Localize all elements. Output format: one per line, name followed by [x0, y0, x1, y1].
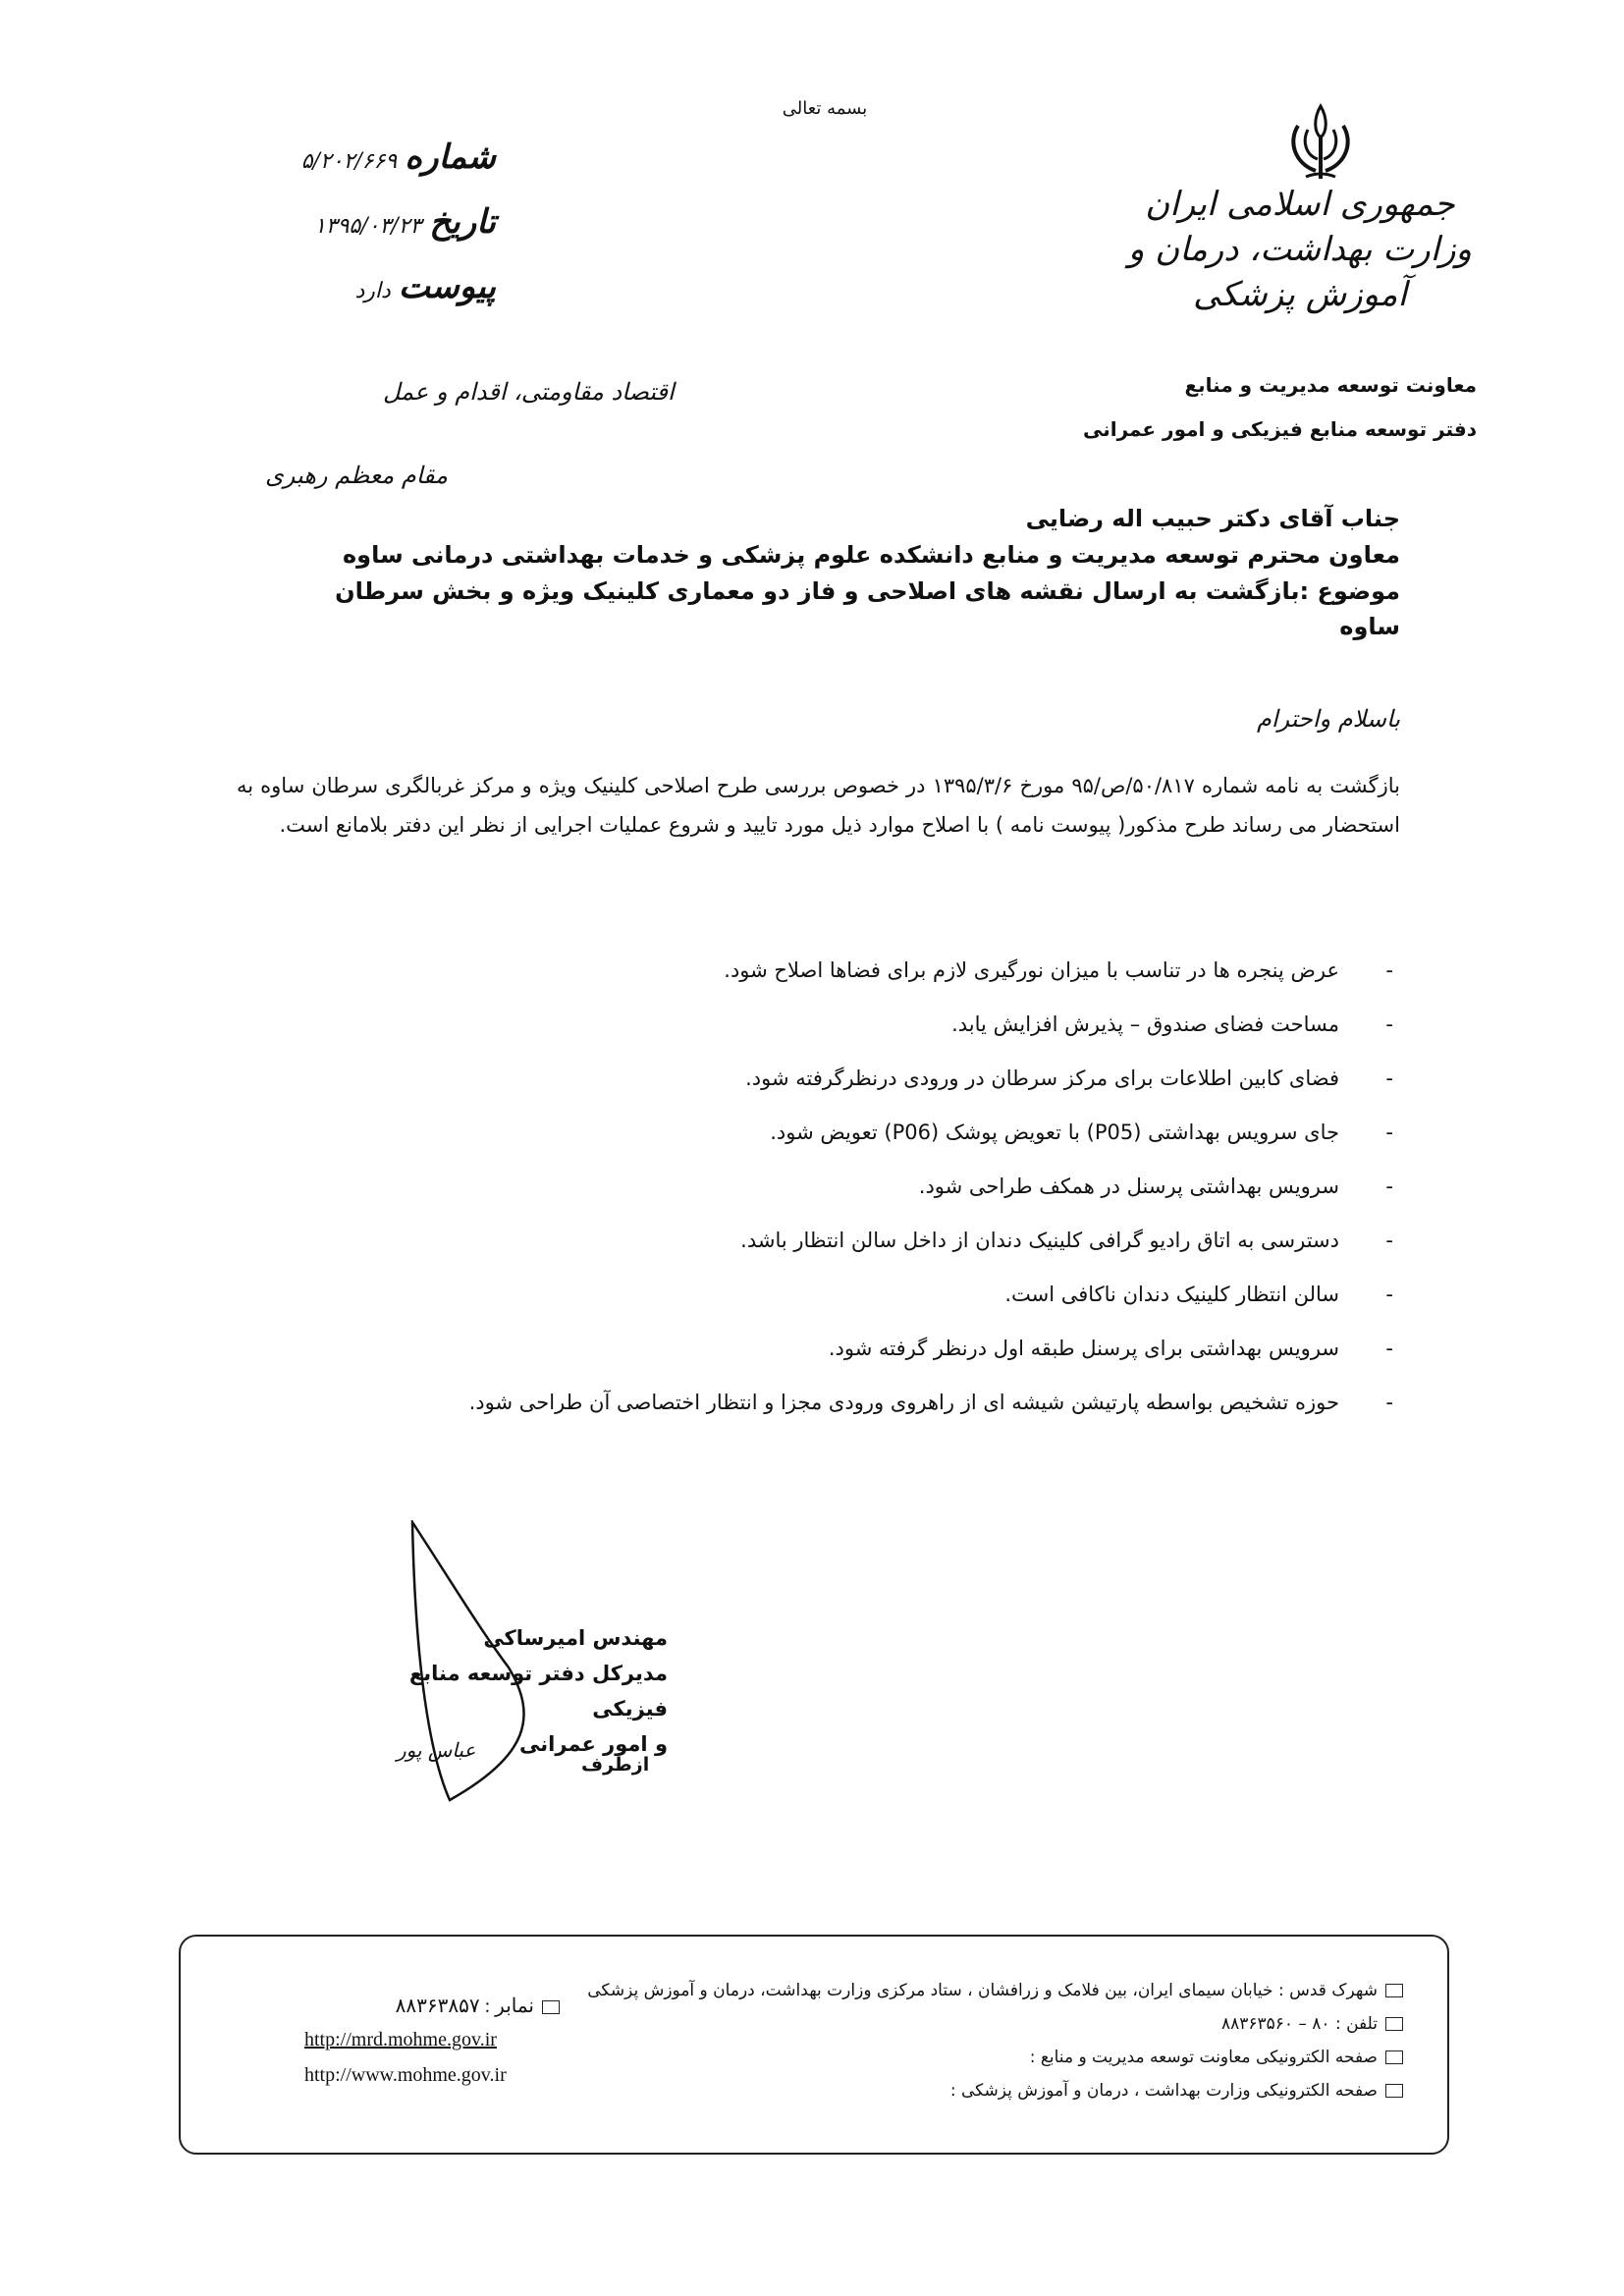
letter-subject: موضوع :بازگشت به ارسال نقشه های اصلاحی و فاز دو معماری کلینیک ویژه و بخش سرطان ساوه	[335, 577, 1400, 640]
attachment-value: دارد	[354, 279, 391, 303]
footer-contacts	[519, 1974, 1403, 2107]
footer-address: شهرک قدس : خیابان سیمای ایران، بین فلامک و زرافشان ، ستاد مرکزی وزارت بهداشت، درمان و آموزش پزشکی	[519, 1974, 1403, 2007]
letter-meta	[211, 137, 496, 332]
footer-fax: نمابر : ۸۸۳۶۳۸۵۷	[304, 1994, 560, 2029]
footer-links	[304, 1994, 560, 2100]
list-item: - سرویس بهداشتی برای پرسنل طبقه اول درنظر گرفته شود.	[828, 1337, 1393, 1360]
footer-portal-2: صفحه الکترونیکی وزارت بهداشت ، درمان و آموزش پزشکی :	[519, 2074, 1403, 2107]
ministry-name	[1123, 182, 1477, 317]
correction-list	[308, 951, 1393, 1437]
signatory-name: مهندس امیرساکی	[483, 1626, 668, 1650]
number-label: شماره	[405, 137, 496, 177]
mohme-link[interactable]: http://www.mohme.gov.ir	[304, 2064, 507, 2086]
list-item: - سرویس بهداشتی پرسنل در همکف طراحی شود.	[918, 1175, 1393, 1198]
number-value: ۵/۲۰۲/۶۶۹	[300, 149, 398, 174]
list-item: - سالن انتظار کلینیک دندان ناکافی است.	[1004, 1283, 1393, 1306]
on-behalf-label: ازطرف	[581, 1754, 650, 1776]
basmala: بسمه تعالی	[782, 98, 868, 119]
handwritten-signature: عباس پور	[397, 1738, 476, 1762]
envelope-icon	[1385, 2050, 1403, 2064]
signatory-title: مدیرکل دفتر توسعه منابع فیزیکی	[408, 1662, 668, 1721]
list-item: - جای سرویس بهداشتی (P05) با تعویض پوشک (P06) تعویض شود.	[770, 1121, 1393, 1144]
footer-phone: تلفن : ۸۰ – ۸۸۳۶۳۵۶۰	[519, 2007, 1403, 2041]
list-item: - مساحت فضای صندوق – پذیرش افزایش یابد.	[951, 1012, 1393, 1036]
phone-icon	[1385, 2017, 1403, 2031]
letter-body: بازگشت به نامه شماره ۵۰/۸۱۷/ص/۹۵ مورخ ۱۳۹۵/۳/۶ در خصوص بررسی طرح اصلاحی کلینیک ویژه و مرکز غربالگری سرطان ساوه به استحضار می رساند طرح مذکور( پیوست نامه ) با اصلاح موارد ذیل مورد تایید و شروع عملیات اجرایی از نظر این دفتر بلامانع است.	[237, 774, 1401, 837]
country-name: جمهوری اسلامی ایران	[1145, 185, 1455, 224]
date-label: تاریخ	[429, 202, 496, 242]
iran-emblem-icon	[1276, 98, 1365, 187]
mail-icon	[1385, 1984, 1403, 1997]
envelope-icon	[1385, 2084, 1403, 2098]
list-item: - عرض پنجره ها در تناسب با میزان نورگیری لازم برای فضاها اصلاح شود.	[724, 958, 1393, 982]
fax-icon	[542, 2000, 560, 2014]
office-name: دفتر توسعه منابع فیزیکی و امور عمرانی	[1082, 417, 1477, 441]
mrd-link[interactable]: http://mrd.mohme.gov.ir	[304, 2029, 497, 2050]
addressee-name: جناب آقای دکتر حبیب اله رضایی	[1025, 505, 1400, 532]
attachment-label: پیوست	[398, 267, 496, 306]
addressee-block	[271, 501, 1400, 640]
footer-portal-1: صفحه الکترونیکی معاونت توسعه مدیریت و منابع :	[519, 2041, 1403, 2074]
deputy-name: معاونت توسعه مدیریت و منابع	[1184, 373, 1477, 397]
slogan-text: اقتصاد مقاومتی، اقدام و عمل	[383, 378, 675, 406]
department-block	[927, 363, 1477, 452]
list-item: - فضای کابین اطلاعات برای مرکز سرطان در ورودی درنظرگرفته شود.	[745, 1066, 1393, 1090]
slogan-attribution: مقام معظم رهبری	[265, 462, 449, 489]
ministry-title: وزارت بهداشت، درمان و آموزش پزشکی	[1128, 230, 1472, 314]
list-item: - دسترسی به اتاق رادیو گرافی کلینیک دندان از داخل سالن انتظار باشد.	[740, 1229, 1393, 1252]
date-value: ۱۳۹۵/۰۳/۲۳	[313, 214, 422, 239]
greeting: باسلام واحترام	[1256, 705, 1400, 733]
signatory-title-2: و امور عمرانی	[519, 1732, 668, 1756]
addressee-title: معاون محترم توسعه مدیریت و منابع دانشکده علوم پزشکی و خدمات بهداشتی درمانی ساوه	[342, 541, 1400, 569]
list-item: - حوزه تشخیص بواسطه پارتیشن شیشه ای از راهروی ورودی مجزا و انتظار اختصاصی آن طراحی شود.	[468, 1391, 1393, 1414]
